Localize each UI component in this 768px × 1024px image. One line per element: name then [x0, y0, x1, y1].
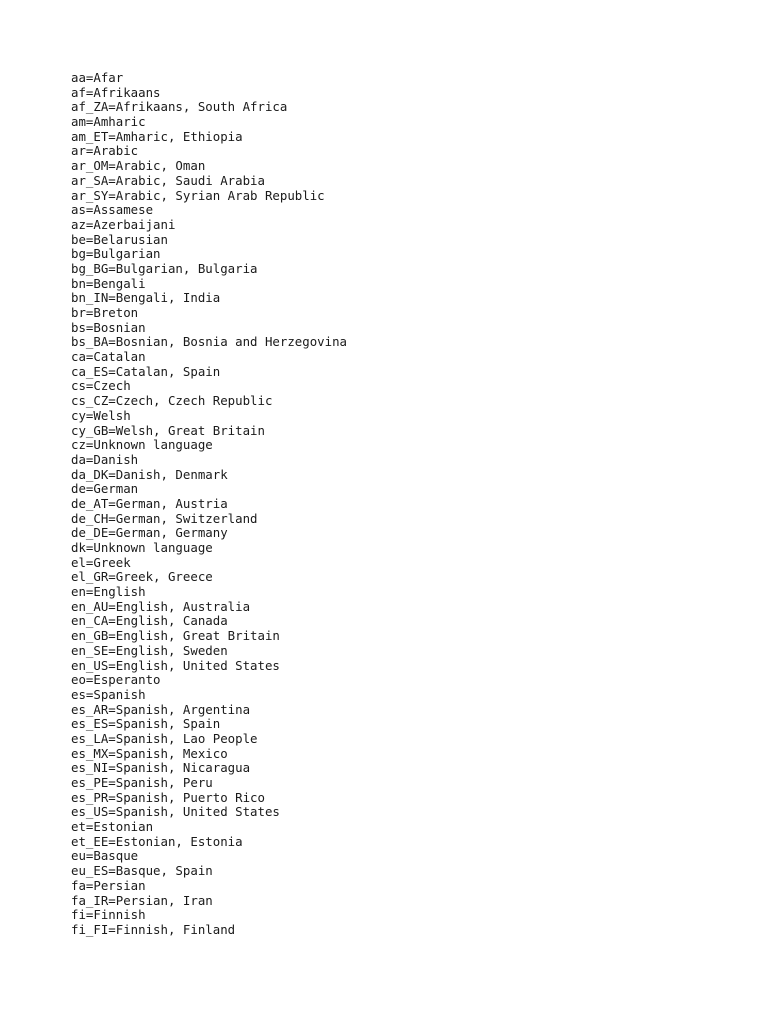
language-code-line: aa=Afar: [71, 70, 124, 85]
language-code-line: fi=Finnish: [71, 907, 146, 923]
language-code-line: cs_CZ=Czech, Czech Republic: [71, 393, 273, 409]
language-code-line: es_NI=Spanish, Nicaragua: [71, 760, 251, 776]
language-code-line: cy=Welsh: [71, 407, 131, 423]
language-code-line: eu_ES=Basque, Spain: [71, 863, 213, 879]
language-code-line: en_US=English, United States: [71, 657, 280, 673]
language-code-line: af=Afrikaans: [71, 84, 161, 100]
language-code-line: cz=Unknown language: [71, 437, 213, 453]
language-code-line: bn=Bengali: [71, 275, 146, 291]
language-code-line: ar_SY=Arabic, Syrian Arab Republic: [71, 187, 325, 203]
language-code-line: dk=Unknown language: [71, 540, 213, 555]
language-code-line: bg_BG=Bulgarian, Bulgaria: [71, 260, 258, 276]
language-code-line: es=Spanish: [71, 686, 146, 702]
language-code-line: en_GB=English, Great Britain: [71, 628, 280, 644]
language-code-line: az=Azerbaijani: [71, 216, 176, 232]
language-code-line: es_ES=Spanish, Spain: [71, 716, 221, 732]
language-code-line: cs=Czech: [71, 378, 131, 394]
language-code-line: eu=Basque: [71, 848, 139, 864]
language-code-line: en=English: [71, 584, 146, 600]
language-code-line: de_DE=German, Germany: [71, 525, 228, 541]
language-code-line: ar=Arabic: [71, 143, 139, 159]
language-code-line: bs_BA=Bosnian, Bosnia and Herzegovina: [71, 334, 348, 350]
language-code-line: et_EE=Estonian, Estonia: [71, 833, 243, 849]
language-code-line: es_AR=Spanish, Argentina: [71, 701, 251, 717]
language-code-line: af_ZA=Afrikaans, South Africa: [71, 99, 288, 115]
language-code-line: da_DK=Danish, Denmark: [71, 466, 228, 482]
language-code-line: as=Assamese: [71, 202, 154, 218]
language-code-line: fa=Persian: [71, 877, 146, 893]
language-code-line: am_ET=Amharic, Ethiopia: [71, 128, 243, 144]
language-code-line: am=Amharic: [71, 114, 146, 130]
language-code-line: el=Greek: [71, 554, 131, 570]
language-code-line: es_MX=Spanish, Mexico: [71, 745, 228, 761]
language-code-line: en_AU=English, Australia: [71, 598, 251, 614]
language-code-line: cy_GB=Welsh, Great Britain: [71, 422, 265, 438]
language-code-line: es_LA=Spanish, Lao People: [71, 730, 258, 746]
language-code-line: fi_FI=Finnish, Finland: [71, 921, 236, 937]
language-code-line: br=Breton: [71, 305, 139, 320]
language-code-line: ar_SA=Arabic, Saudi Arabia: [71, 172, 265, 188]
language-code-line: en_CA=English, Canada: [71, 613, 228, 629]
language-code-line: es_PE=Spanish, Peru: [71, 775, 213, 790]
language-code-line: bn_IN=Bengali, India: [71, 290, 221, 306]
language-code-line: es_US=Spanish, United States: [71, 804, 280, 820]
language-code-line: es_PR=Spanish, Puerto Rico: [71, 789, 265, 805]
language-code-list: [71, 71, 751, 938]
language-code-line: et=Estonian: [71, 819, 154, 835]
language-code-line: de_AT=German, Austria: [71, 495, 228, 511]
language-code-line: bg=Bulgarian: [71, 246, 161, 262]
language-code-line: ca=Catalan: [71, 349, 146, 365]
language-code-line: el_GR=Greek, Greece: [71, 569, 213, 585]
language-code-line: be=Belarusian: [71, 231, 168, 247]
language-code-line: en_SE=English, Sweden: [71, 642, 228, 658]
language-code-line: eo=Esperanto: [71, 672, 161, 688]
language-code-line: ca_ES=Catalan, Spain: [71, 363, 221, 379]
language-code-line: bs=Bosnian: [71, 319, 146, 335]
language-code-line: fa_IR=Persian, Iran: [71, 892, 213, 908]
language-code-line: de_CH=German, Switzerland: [71, 510, 258, 526]
document-page: [71, 71, 751, 938]
language-code-line: ar_OM=Arabic, Oman: [71, 158, 206, 174]
language-code-line: de=German: [71, 481, 139, 497]
language-code-line: da=Danish: [71, 451, 139, 467]
